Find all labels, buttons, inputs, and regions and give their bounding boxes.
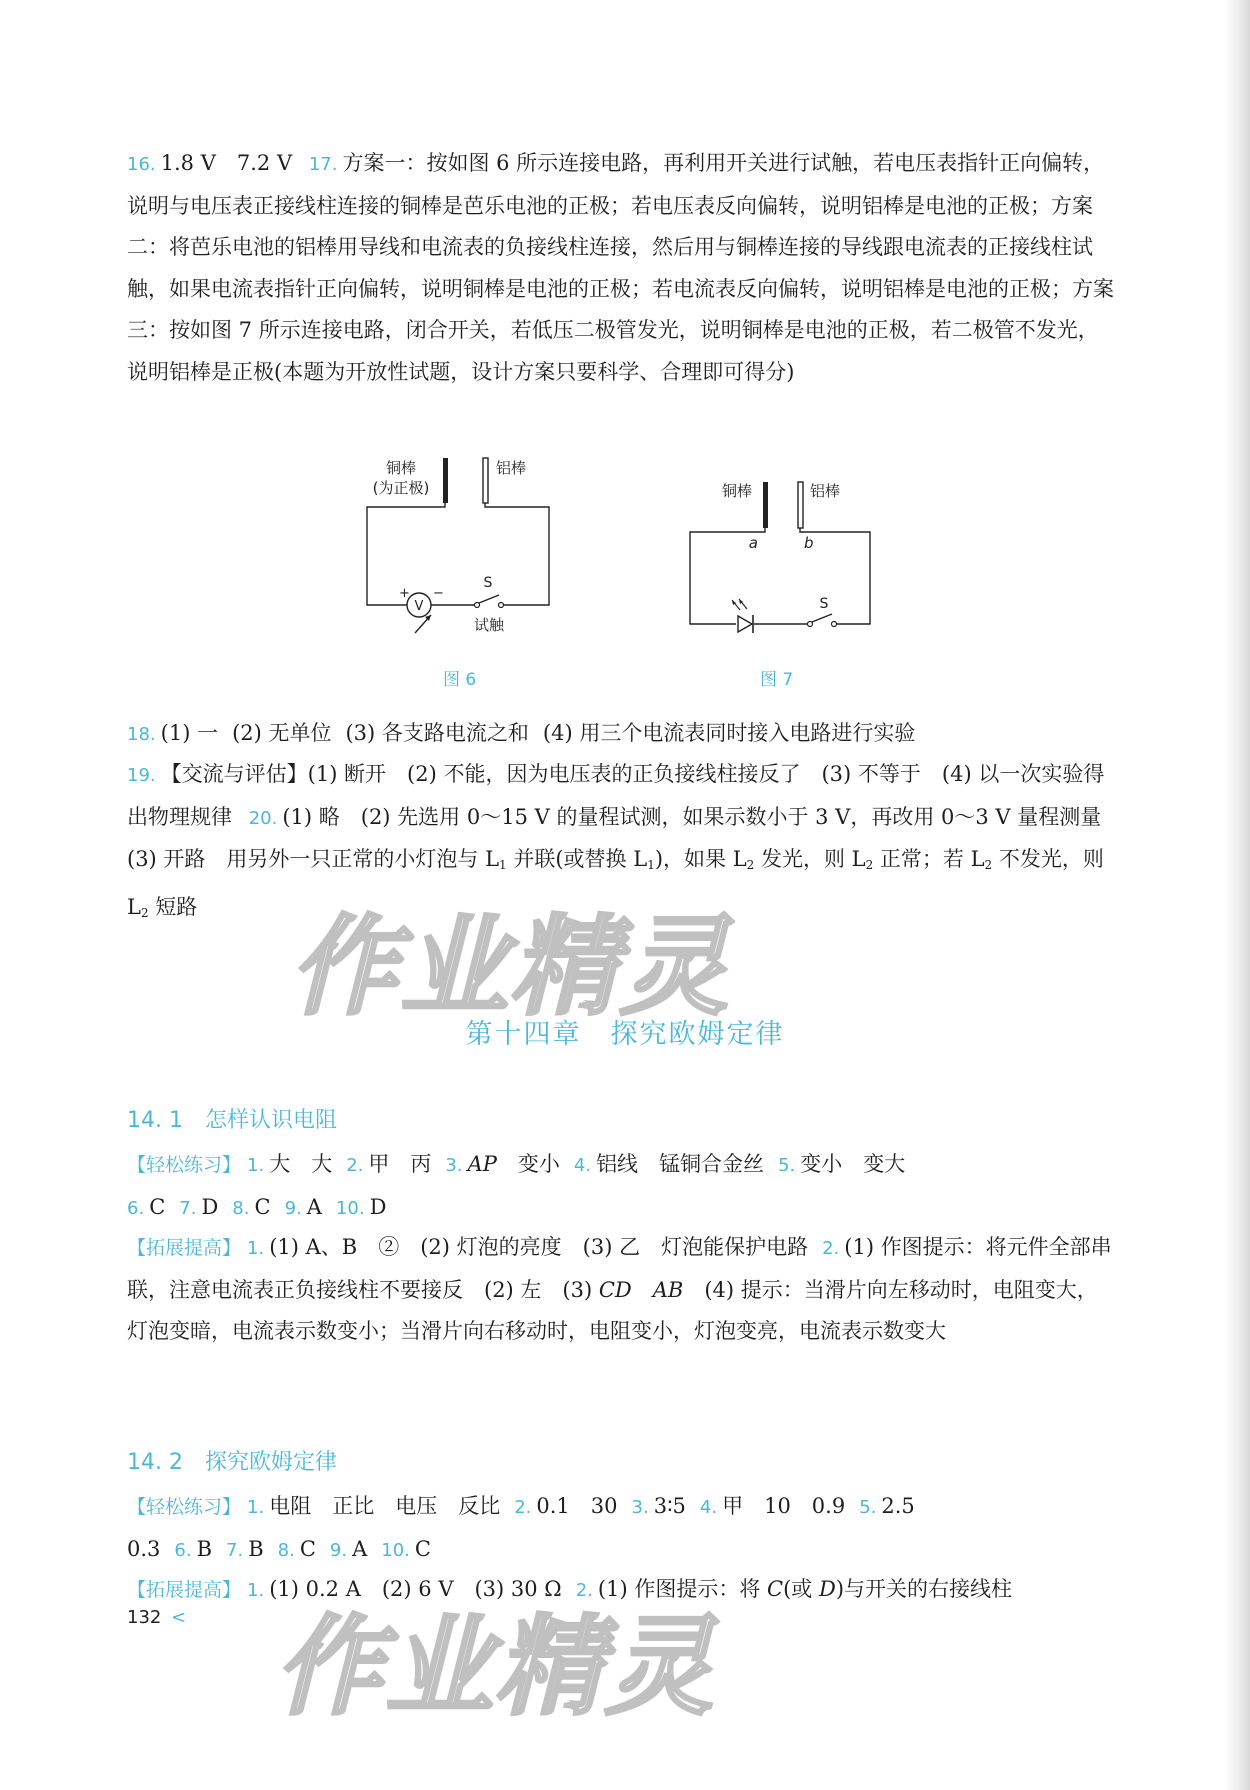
copper-rod [763, 482, 768, 528]
terminal-b: b [804, 534, 814, 552]
easy-practice-tag: 【轻松练习】 [127, 1496, 242, 1518]
section-14-1-easy: 【轻松练习】 1. 大 大 2. 甲 丙 3. AP 变小 4. 铝线 锰铜合金丝 5. 变小 变大6. C 7. D 8. C 9. A 10. D [127, 1152, 906, 1219]
switch-label: S [819, 596, 829, 612]
extension-tag: 【拓展提高】 [127, 1579, 242, 1601]
answer-text: 1.8 V 7.2 V [160, 151, 293, 175]
voltmeter-symbol: V [414, 599, 424, 614]
aluminum-label: 铝棒 [810, 482, 841, 500]
copper-label: 铜棒 [721, 482, 752, 500]
circuit-figure-7 [680, 478, 885, 638]
answer-16-17 [127, 143, 1117, 393]
chapter-title: 第十四章 探究欧姆定律 [465, 1019, 785, 1050]
section-14-2-easy: 【轻松练习】 1. 电阻 正比 电压 反比 2. 0.1 30 3. 3∶5 4. 甲 10 0.9 5. 2.5 0.3 6. B 7. B 8. C 9. A 10. C [127, 1494, 936, 1561]
question-number: 18. [127, 724, 156, 745]
page-number: 132 < [127, 1607, 187, 1628]
copper-rod [443, 458, 448, 503]
copper-note: (为正极) [372, 479, 430, 497]
switch-icon [812, 614, 832, 622]
aluminum-rod [798, 482, 803, 528]
switch-label: S [483, 575, 493, 591]
section-14-2-title: 14. 2 探究欧姆定律 [127, 1450, 337, 1475]
watermark: 作业精灵 [275, 1605, 716, 1730]
question-number: 16. [127, 154, 156, 175]
question-number: 20. [248, 807, 278, 829]
extension-tag: 【拓展提高】 [127, 1237, 242, 1259]
section-14-2-extension: 【拓展提高】 1. (1) 0.2 A (2) 6 V (3) 30 Ω 2. (1) 作图提示：将 C(或 D)与开关的右接线柱 [127, 1577, 1013, 1601]
terminal-a: a [748, 534, 758, 552]
plus-terminal: + [399, 586, 410, 601]
section-14-1-extension: 【拓展提高】 1. (1) A、B ② (2) 灯泡的亮度 (3) 乙 灯泡能保护电路 2. (1) 作图提示：将元件全部串联，注意电流表正负接线柱不要接反 (2) 左 (3) CD AB (4) 提示：当滑片向左移动时，电阻变大，灯泡变暗，电流表示数变小；当滑片向右移动时，电阻变小，灯泡变亮，电流表示数变大 [127, 1235, 1112, 1343]
answer-18: 18. (1) 一 (2) 无单位 (3) 各支路电流之和 (4) 用三个电流表同时接入电路进行实验 [127, 721, 916, 745]
answer-text: 方案一：按如图 6 所示连接电路，再利用开关进行试触，若电压表指针正向偏转，说明与电压表正接线柱连接的铜棒是芭乐电池的正极；若电压表反向偏转，说明铝棒是电池的正极；方案二：将芭乐电池的铝棒用导线和电流表的负接线柱连接，然后用与铜棒连接的导线跟电流表的正接线柱试触，如果电流表指针正向偏转，说明铜棒是电池的正极；若电流表反向偏转，说明铝棒是电池的正极；方案三：按如图 7 所示连接电路，闭合开关，若低压二极管发光，说明铜棒是电池的正极，若二极管不发光，说明铝棒是正极(本题为开放性试题，设计方案只要科学、合理即可得分) [127, 151, 1114, 384]
figure-6-caption: 图 6 [443, 670, 477, 690]
minus-terminal: − [433, 586, 444, 601]
diode-icon [738, 616, 752, 632]
section-14-1-title: 14. 1 怎样认识电阻 [127, 1108, 337, 1133]
copper-label: 铜棒 [385, 459, 417, 477]
easy-practice-tag: 【轻松练习】 [127, 1154, 242, 1176]
aluminum-label: 铝棒 [496, 459, 527, 477]
arrow-left-icon: < [171, 1607, 187, 1628]
question-number: 19. [127, 765, 156, 786]
page-edge [1224, 0, 1250, 1790]
watermark: 作业精灵 [290, 905, 731, 1030]
question-number: 17. [308, 154, 338, 175]
circuit-figure-6 [355, 455, 575, 645]
switch-icon [479, 595, 499, 603]
trial-label: 试触 [473, 616, 505, 634]
figure-7-caption: 图 7 [760, 670, 794, 690]
aluminum-rod [483, 458, 488, 503]
answer-19-20: 19. 【交流与评估】(1) 断开 (2) 不能，因为电压表的正负接线柱接反了 (3) 不等于 (4) 以一次实验得出物理规律 20. (1) 略 (2) 先选用 0～15 V 的量程试测，如果示数小于 3 V，再改用 0～3 V 量程测量 (3) 开路 用另外一只正常的小灯泡与 $L_1$ 并联(或替换 $L_1$)，如果 $L_2$ 发光，则 $L_2$ 正常；若 $L_2$ 不发光，则 $L_2$ 短路 [127, 762, 1123, 920]
